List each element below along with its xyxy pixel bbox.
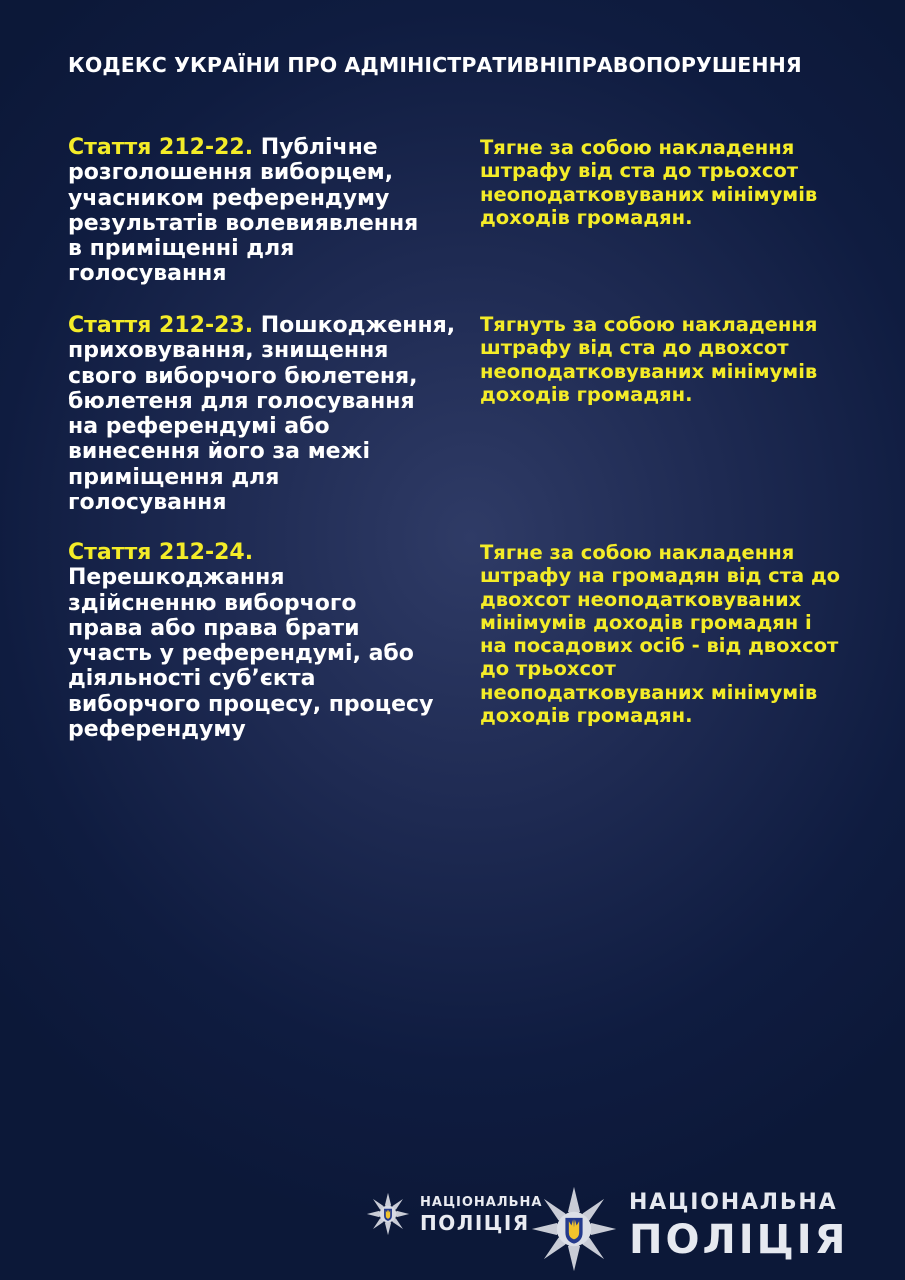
article-line: діяльності суб’єкта: [68, 666, 316, 692]
penalty-line: штрафу від ста до трьохсот: [480, 159, 799, 183]
penalty-line: до трьохсот: [480, 657, 616, 681]
penalty-line: на посадових осіб - від двохсот: [480, 634, 839, 658]
article-line: участь у референдумі, або: [68, 641, 414, 667]
article-212-23-penalty: [480, 313, 880, 406]
page-title: КОДЕКС УКРАЇНИ ПРО АДМІНІСТРАТИВНІПРАВОПОРУШЕННЯ: [68, 53, 802, 77]
article-212-24-penalty: [480, 541, 880, 727]
small-logo-text: [420, 1196, 542, 1233]
article-212-23-text: [68, 313, 468, 515]
article-line: винесення його за межі: [68, 439, 371, 465]
article-line: голосування: [68, 490, 227, 516]
penalty-line: доходів громадян.: [480, 704, 693, 728]
article-line: [68, 540, 468, 565]
penalty-line: доходів громадян.: [480, 205, 693, 229]
article-line: виборчого процесу, процесу: [68, 691, 434, 717]
article-number: Стаття 212-22.: [68, 135, 254, 160]
small-logo-line1: НАЦІОНАЛЬНА: [420, 1194, 543, 1210]
article-number: Стаття 212-23.: [68, 313, 254, 338]
article-line: приховування, знищення: [68, 338, 389, 364]
large-logo-line1: НАЦІОНАЛЬНА: [629, 1190, 838, 1215]
article-line: здійсненню виборчого: [68, 590, 357, 616]
article-212-22-penalty: [480, 136, 880, 229]
article-line: Стаття 212-23. Пошкодження,: [68, 313, 456, 338]
penalty-line: двохсот неоподатковуваних: [480, 587, 802, 611]
penalty-line: штрафу від ста до двохсот: [480, 336, 789, 360]
penalty-line: доходів громадян.: [480, 382, 693, 406]
article-line: свого виборчого бюлетеня,: [68, 363, 418, 389]
article-line: Стаття 212-22. Публічне: [68, 135, 378, 160]
penalty-line: неоподатковуваних мінімумів: [480, 359, 818, 383]
article-line: права або права брати: [68, 615, 360, 641]
article-line: розголошення виборцем,: [68, 160, 394, 186]
national-police-logo-large: [629, 1190, 849, 1263]
large-logo-line2: ПОЛІЦІЯ: [629, 1217, 849, 1263]
article-212-24-text: [68, 540, 468, 742]
article-line: референдуму: [68, 717, 246, 743]
police-star-icon: [366, 1192, 410, 1236]
article-line: в приміщенні для: [68, 236, 295, 262]
penalty-line: Тягне за собою накладення: [480, 541, 795, 564]
article-line: на референдумі або: [68, 414, 330, 440]
article-line: результатів волевиявлення: [68, 210, 419, 236]
police-star-icon: [531, 1186, 617, 1272]
national-police-logo-small: [366, 1192, 542, 1236]
article-212-22-text: [68, 135, 468, 287]
small-logo-line2: ПОЛІЦІЯ: [420, 1210, 530, 1235]
article-line: учасником референдуму: [68, 185, 390, 211]
penalty-line: Тягне за собою накладення: [480, 136, 795, 159]
article-line: голосування: [68, 261, 227, 287]
penalty-line: штрафу на громадян від ста до: [480, 564, 841, 588]
penalty-line: Тягнуть за собою накладення: [480, 313, 818, 336]
article-number: Стаття 212-24.: [68, 540, 254, 565]
article-line: приміщення для: [68, 464, 280, 490]
penalty-line: мінімумів доходів громадян і: [480, 610, 812, 634]
penalty-line: неоподатковуваних мінімумів: [480, 182, 818, 206]
article-line: Перешкоджання: [68, 565, 285, 591]
article-line: бюлетеня для голосування: [68, 388, 415, 414]
penalty-line: неоподатковуваних мінімумів: [480, 680, 818, 704]
